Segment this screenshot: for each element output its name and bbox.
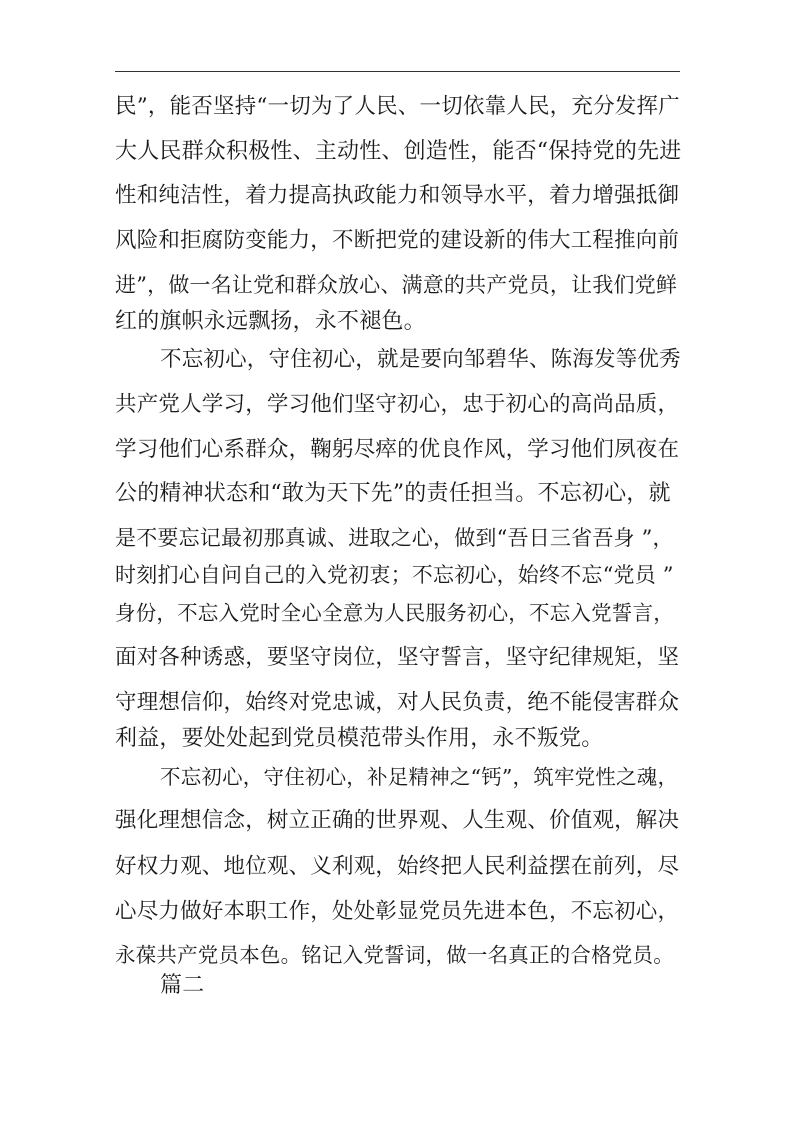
text-line: 共产党人学习，学习他们坚守初心，忠于初心的高尚品质， (115, 392, 680, 417)
header-rule (115, 71, 680, 72)
text-line: 性和纯洁性，着力提高执政能力和领导水平，着力增强抵御 (115, 183, 680, 208)
text-line: 强化理想信念，树立正确的世界观、人生观、价值观，解决 (115, 808, 680, 833)
paragraph-first-line: 不忘初心，守住初心，就是要向邹碧华、陈海发等优秀 (160, 347, 681, 372)
text-line: 是不要忘记最初那真诚、进取之心，做到“吾日三省吾身 ”， (115, 526, 674, 550)
text-line: 红的旗帜永远飘扬，永不褪色。 (115, 309, 426, 334)
text-line: 利益，要处处起到党员模范带头作用，永不叛党。 (115, 726, 604, 751)
text-line: 风险和拒腐防变能力，不断把党的建设新的伟大工程推向前 (115, 228, 680, 253)
text-line: 好权力观、地位观、义利观，始终把人民利益摆在前列，尽 (115, 854, 680, 879)
text-line: 民”，能否坚持“一切为了人民、一切依靠人民，充分发挥广 (115, 94, 680, 119)
text-line: 大人民群众积极性、主动性、创造性，能否“保持党的先进 (115, 139, 682, 164)
text-line: 公的精神状态和“敢为天下先”的责任担当。不忘初心，就 (115, 481, 671, 506)
section-heading: 篇二 (160, 973, 205, 998)
text-line: 守理想信仰，始终对党忠诚，对人民负责，绝不能侵害群众 (115, 690, 680, 715)
text-line: 面对各种诱惑，要坚守岗位，坚守誓言，坚守纪律规矩，坚 (115, 645, 680, 670)
text-line: 心尽力做好本职工作，处处彰显党员先进本色，不忘初心， (115, 899, 680, 924)
text-line: 永葆共产党员本色。铭记入党誓词，做一名真正的合格党员。 (115, 943, 674, 967)
text-line: 时刻扪心自问自己的入党初衷；不忘初心，始终不忘“党员 ” (115, 563, 674, 587)
text-line: 身份，不忘入党时全心全意为人民服务初心，不忘入党誓言， (115, 601, 674, 625)
text-line: 学习他们心系群众，鞠躬尽瘁的优良作风，学习他们夙夜在 (115, 437, 680, 462)
text-line: 进”，做一名让党和群众放心、满意的共产党员，让我们党鲜 (115, 273, 678, 297)
paragraph-first-line: 不忘初心，守住初心，补足精神之“钙”，筑牢党性之魂， (160, 765, 679, 789)
